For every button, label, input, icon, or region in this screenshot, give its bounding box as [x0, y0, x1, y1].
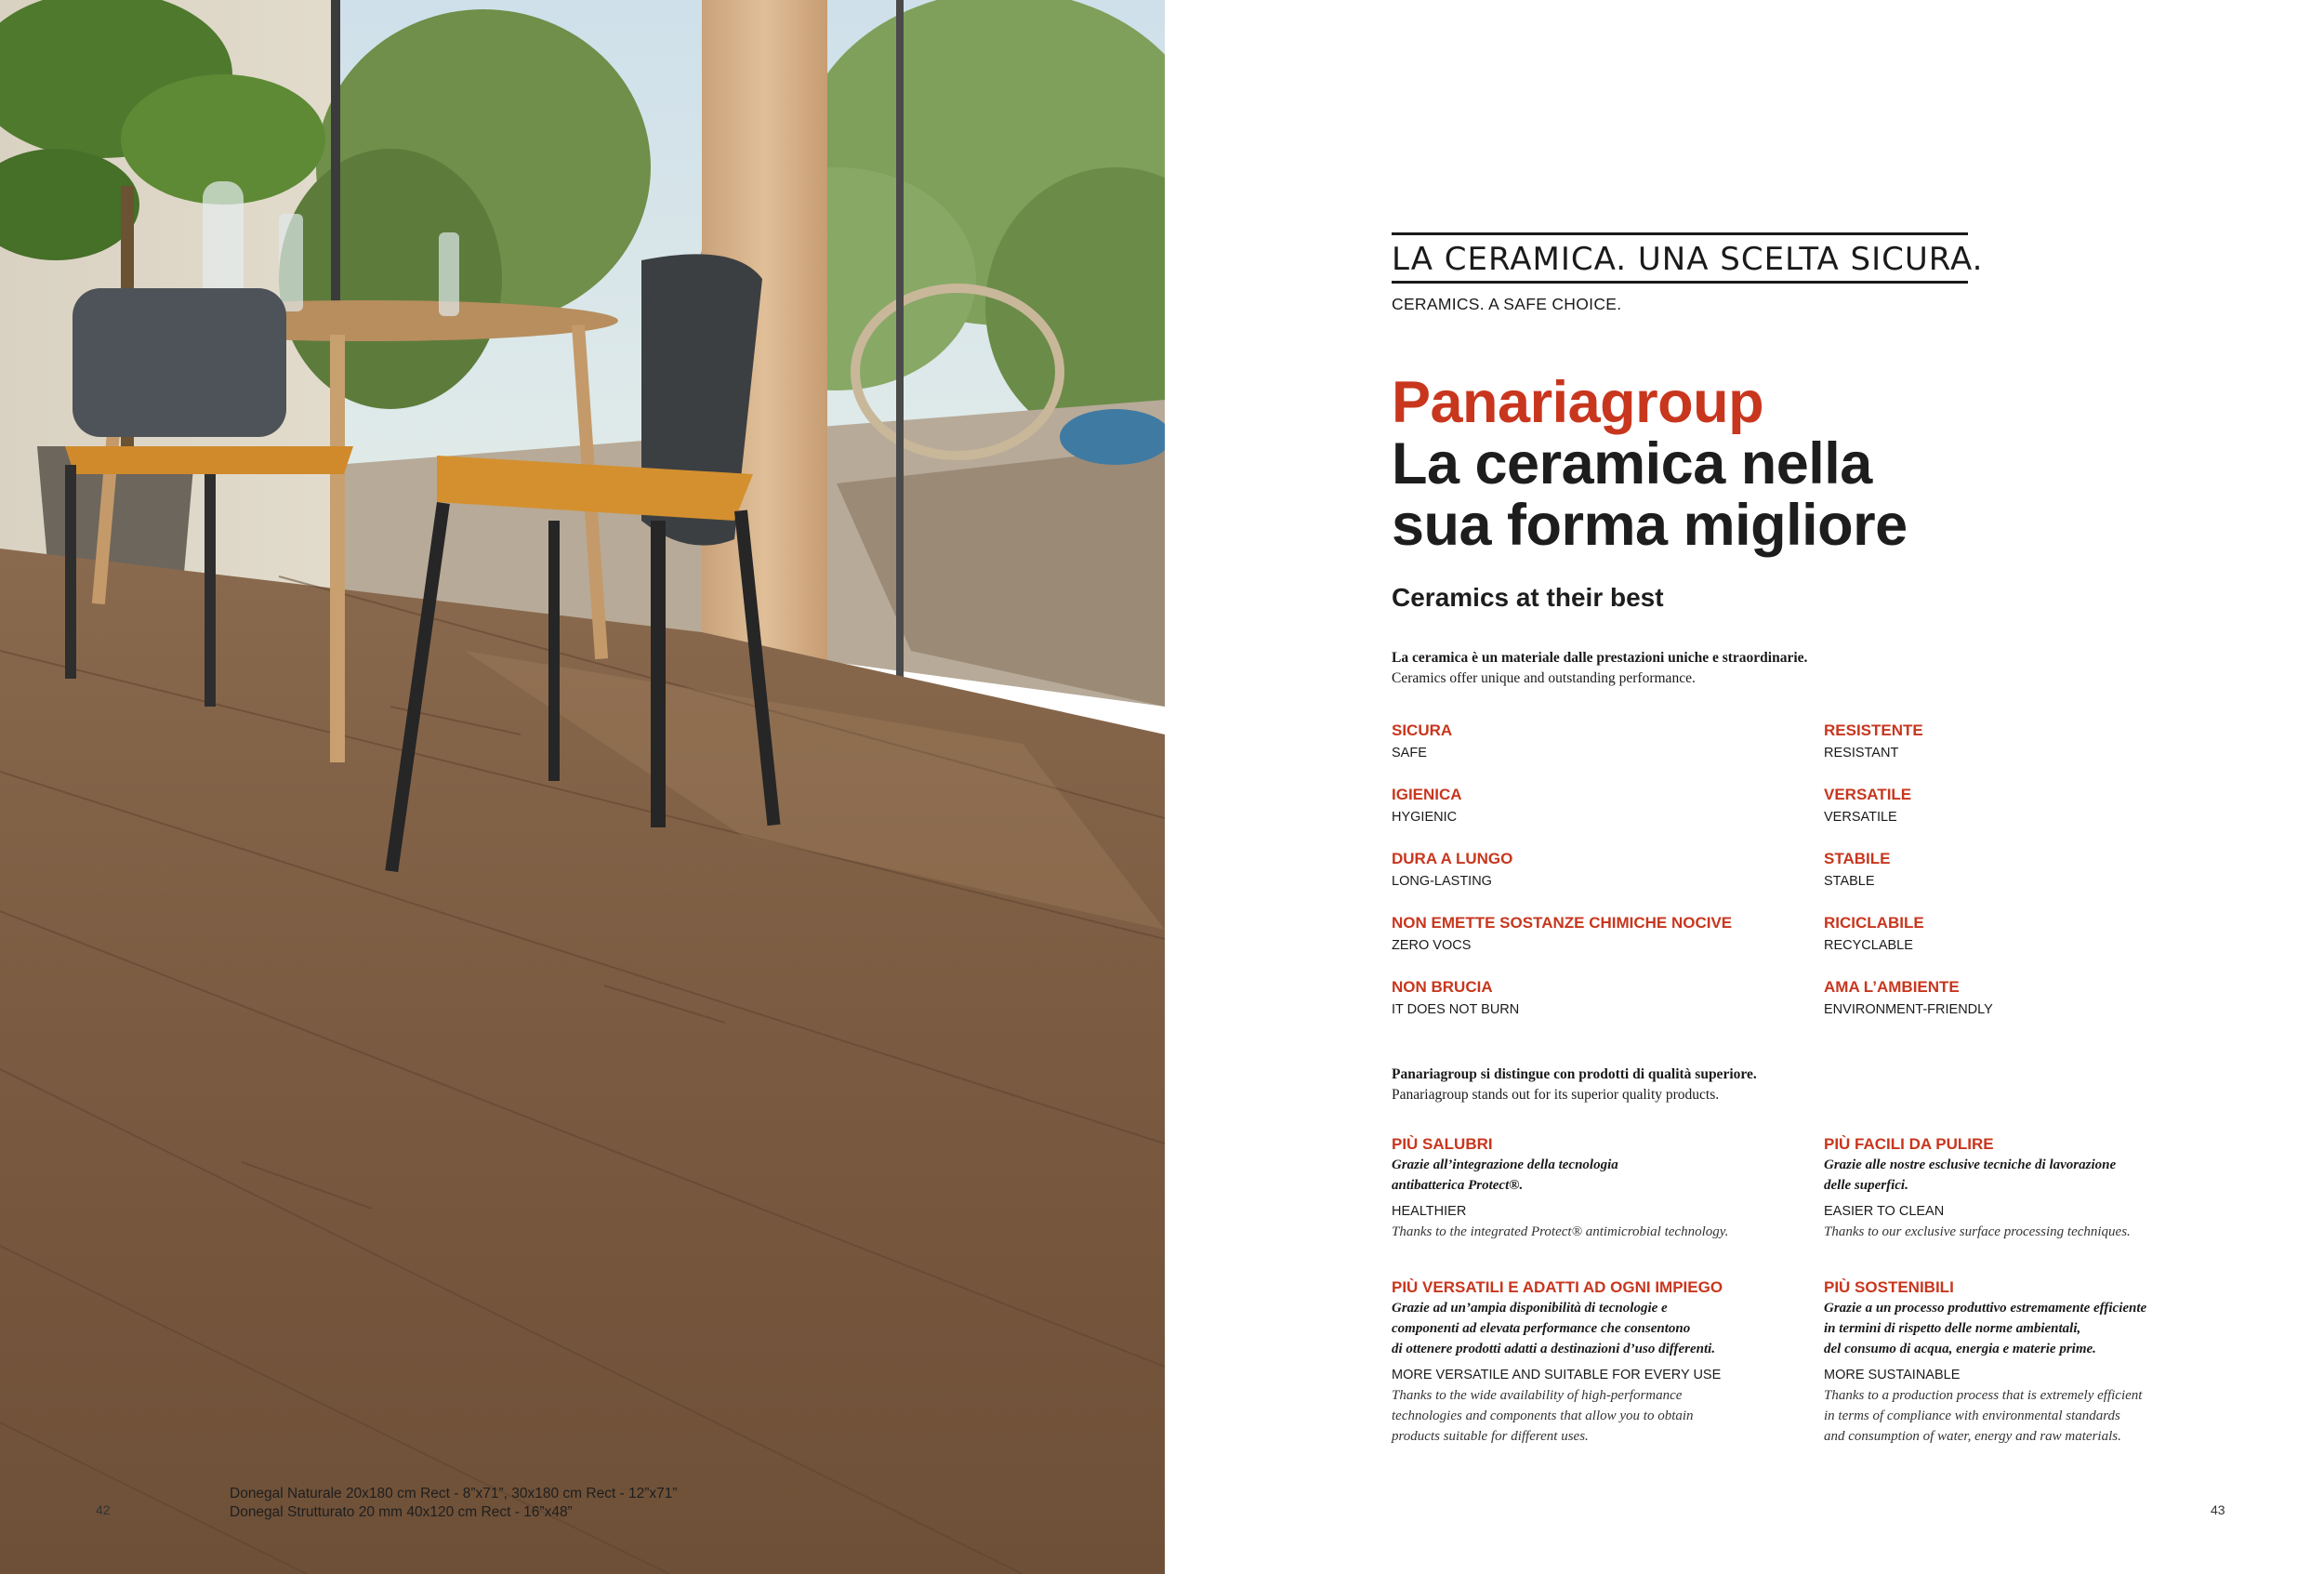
- feature-item: [1824, 913, 1924, 956]
- headline-line-1: La ceramica nella: [1392, 431, 1872, 496]
- feature-item: [1392, 785, 1462, 827]
- advantage-description: Grazie alle nostre esclusive tecniche di lavorazione delle superfici.: [1824, 1157, 2117, 1193]
- advantage-title: PIÙ VERSATILI E ADATTI AD OGNI IMPIEGO: [1392, 1278, 1723, 1296]
- page-number-left: 42: [96, 1502, 111, 1517]
- caption-line-1: Donegal Naturale 20x180 cm Rect - 8”x71”, 30x180 cm Rect - 12”x71”: [230, 1486, 678, 1501]
- feature-translation: STABLE: [1824, 874, 1875, 889]
- feature-item: [1392, 913, 1732, 956]
- advantage-description-english: Thanks to our exclusive surface processing techniques.: [1824, 1224, 2131, 1239]
- intro-italian: La ceramica è un materiale dalle prestazioni uniche e straordinarie.: [1392, 650, 1808, 666]
- feature-translation: RECYCLABLE: [1824, 938, 1913, 953]
- feature-item: [1392, 977, 1519, 1020]
- advantage-title: PIÙ SOSTENIBILI: [1824, 1278, 1954, 1296]
- feature-translation: VERSATILE: [1824, 810, 1897, 825]
- caption-line-2: Donegal Strutturato 20 mm 40x120 cm Rect - 16”x48”: [230, 1504, 573, 1520]
- headline-line-2: sua forma migliore: [1392, 493, 1908, 558]
- advantage-title: PIÙ FACILI DA PULIRE: [1824, 1135, 1994, 1153]
- advantage-block: [1824, 1134, 2233, 1242]
- feature-translation: ZERO VOCS: [1392, 938, 1472, 953]
- advantage-block: [1824, 1277, 2233, 1447]
- feature-item: [1824, 785, 1911, 827]
- feature-title: DURA A LUNGO: [1392, 850, 1513, 867]
- advantage-block: [1392, 1134, 1801, 1242]
- feature-translation: SAFE: [1392, 746, 1427, 761]
- advantage-description-english: Thanks to the wide availability of high-performance technologies and components that allow you to obtain products suitable for different uses.: [1392, 1388, 1694, 1444]
- feature-title: RICICLABILE: [1824, 914, 1924, 932]
- feature-title: AMA L’AMBIENTE: [1824, 978, 1960, 996]
- feature-title: IGIENICA: [1392, 786, 1462, 803]
- feature-translation: RESISTANT: [1824, 746, 1899, 761]
- feature-item: [1824, 977, 1993, 1020]
- feature-translation: IT DOES NOT BURN: [1392, 1002, 1520, 1017]
- feature-title: NON EMETTE SOSTANZE CHIMICHE NOCIVE: [1392, 914, 1733, 932]
- feature-translation: LONG-LASTING: [1392, 874, 1492, 889]
- page-number-right: 43: [2211, 1502, 2225, 1517]
- feature-translation: HYGIENIC: [1392, 810, 1458, 825]
- feature-translation: ENVIRONMENT-FRIENDLY: [1824, 1002, 1993, 1017]
- subheadline: Ceramics at their best: [1392, 583, 1664, 612]
- intro-english: Ceramics offer unique and outstanding performance.: [1392, 670, 1696, 686]
- feature-title: STABILE: [1824, 850, 1891, 867]
- feature-item: [1392, 721, 1452, 763]
- feature-title: NON BRUCIA: [1392, 978, 1493, 996]
- feature-title: SICURA: [1392, 721, 1453, 739]
- kicker-subtitle: CERAMICS. A SAFE CHOICE.: [1392, 295, 1622, 313]
- quality-english: Panariagroup stands out for its superior quality products.: [1392, 1087, 1720, 1103]
- photo-caption: [230, 1485, 678, 1522]
- intro-paragraph: [1392, 648, 1807, 689]
- advantage-block: [1392, 1277, 1801, 1447]
- feature-title: VERSATILE: [1824, 786, 1912, 803]
- advantage-title-english: HEALTHIER: [1392, 1204, 1467, 1219]
- feature-item: [1392, 849, 1512, 892]
- kicker-title: LA CERAMICA. UNA SCELTA SICURA.: [1392, 232, 1968, 284]
- section-kicker: [1392, 232, 1984, 314]
- quality-paragraph: [1392, 1065, 1757, 1105]
- feature-title: RESISTENTE: [1824, 721, 1923, 739]
- advantage-title-english: MORE SUSTAINABLE: [1824, 1368, 1961, 1382]
- brand-name: Panariagroup: [1392, 370, 1764, 435]
- headline: [1392, 433, 1908, 556]
- quality-italian: Panariagroup si distingue con prodotti di qualità superiore.: [1392, 1066, 1757, 1082]
- advantage-description-english: Thanks to the integrated Protect® antimicrobial technology.: [1392, 1224, 1729, 1239]
- advantage-title-english: EASIER TO CLEAN: [1824, 1204, 1945, 1219]
- advantage-description: Grazie a un processo produttivo estremamente efficiente in termini di rispetto delle norme ambientali, del consumo di acqua, energia e materie prime.: [1824, 1301, 2147, 1356]
- advantage-title-english: MORE VERSATILE AND SUITABLE FOR EVERY USE: [1392, 1368, 1722, 1382]
- advantage-description-english: Thanks to a production process that is extremely efficient in terms of compliance with environmental standards and consumption of water, energy and raw materials.: [1824, 1388, 2143, 1444]
- advantage-description: Grazie all’integrazione della tecnologia antibatterica Protect®.: [1392, 1157, 1618, 1193]
- advantage-description: Grazie ad un’ampia disponibilità di tecnologie e componenti ad elevata performance che consentono di ottenere prodotti adatti a destinazioni d’uso differenti.: [1392, 1301, 1716, 1356]
- feature-item: [1824, 849, 1890, 892]
- advantage-title: PIÙ SALUBRI: [1392, 1135, 1493, 1153]
- feature-item: [1824, 721, 1923, 763]
